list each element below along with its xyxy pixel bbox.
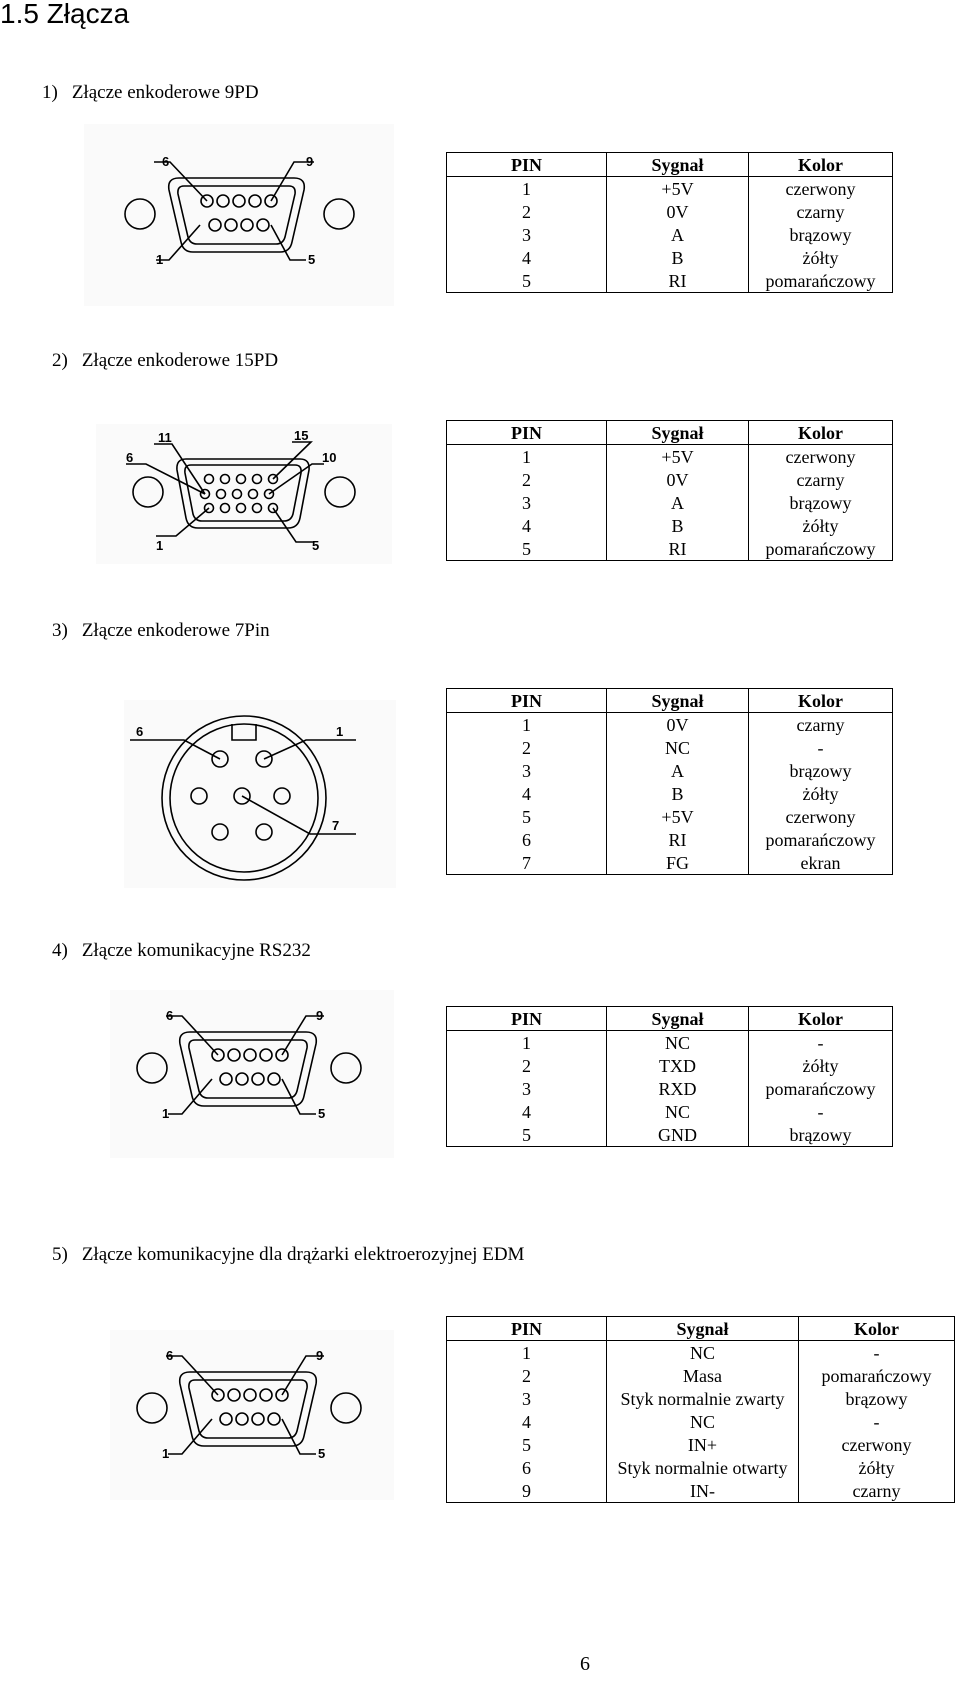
pin-label: 5 [318, 1446, 326, 1461]
section-title: Złącze enkoderowe 7Pin [81, 620, 270, 641]
table-row: 2 0V czarny [447, 468, 893, 491]
header-color: Kolor [749, 1007, 893, 1031]
header-color: Kolor [749, 689, 893, 713]
table-row: 5 GND brązowy [447, 1123, 893, 1147]
pin-label: 6 [162, 154, 170, 169]
table-row: 1 +5V czerwony [447, 445, 893, 469]
connector-diagram-db9 [110, 990, 394, 1158]
pin-label: 7 [332, 818, 340, 833]
pin-table-1 [446, 152, 893, 293]
table-row: 2 NC - [447, 736, 893, 759]
header-signal: Sygnał [607, 1007, 749, 1031]
pin-label: 9 [316, 1348, 324, 1363]
table-row: 4 NC - [447, 1100, 893, 1123]
page-number: 6 [580, 1653, 590, 1675]
pin-label: 11 [158, 430, 172, 445]
pin-label: 1 [156, 252, 164, 267]
table-row: 5 +5V czerwony [447, 805, 893, 828]
connector-diagram-db9 [110, 1330, 394, 1500]
table-row: 2 TXD żółty [447, 1054, 893, 1077]
section-number: 5) [52, 1244, 68, 1265]
header-signal: Sygnał [607, 153, 749, 177]
table-row: 9 IN- czarny [447, 1479, 955, 1503]
section-number: 1) [42, 82, 58, 103]
header-signal: Sygnał [607, 1317, 799, 1341]
connector-diagram-db15 [96, 424, 392, 564]
header-pin: PIN [447, 689, 607, 713]
table-row: 3 RXD pomarańczowy [447, 1077, 893, 1100]
header-pin: PIN [447, 421, 607, 445]
pin-label: 9 [306, 154, 314, 169]
table-row: 4 B żółty [447, 246, 893, 269]
header-signal: Sygnał [607, 421, 749, 445]
pin-label: 15 [294, 428, 309, 443]
pin-label: 10 [322, 450, 337, 465]
table-row: 5 RI pomarańczowy [447, 269, 893, 293]
pin-label: 1 [162, 1446, 170, 1461]
section-heading-4 [52, 940, 311, 962]
table-row: 4 B żółty [447, 514, 893, 537]
pin-table-4 [446, 1006, 893, 1147]
pin-label: 5 [308, 252, 316, 267]
table-row: 5 RI pomarańczowy [447, 537, 893, 561]
pin-label: 5 [312, 538, 320, 553]
pin-label: 6 [126, 450, 134, 465]
pin-label: 1 [336, 724, 344, 739]
section-number: 3) [52, 620, 68, 641]
section-heading-1 [42, 82, 259, 104]
pin-label: 6 [136, 724, 144, 739]
header-color: Kolor [749, 153, 893, 177]
connector-diagram-db9 [84, 124, 394, 306]
header-color: Kolor [749, 421, 893, 445]
table-row: 1 NC - [447, 1341, 955, 1365]
table-row: 2 Masa pomarańczowy [447, 1364, 955, 1387]
table-row: 3 A brązowy [447, 759, 893, 782]
section-number: 4) [52, 940, 68, 961]
section-heading-5 [52, 1244, 524, 1266]
table-row: 1 NC - [447, 1031, 893, 1055]
table-row: 3 A brązowy [447, 491, 893, 514]
table-row: 6 RI pomarańczowy [447, 828, 893, 851]
section-title: Złącze enkoderowe 15PD [81, 350, 279, 371]
table-row: 7 FG ekran [447, 851, 893, 875]
table-row: 1 0V czarny [447, 713, 893, 737]
table-row: 4 NC - [447, 1410, 955, 1433]
pin-table-2 [446, 420, 893, 561]
table-row: 3 Styk normalnie zwarty brązowy [447, 1387, 955, 1410]
section-title: Złącze komunikacyjne RS232 [81, 940, 311, 961]
table-row: 2 0V czarny [447, 200, 893, 223]
header-pin: PIN [447, 1317, 607, 1341]
page-title: 1.5 Złącza [0, 0, 130, 29]
header-signal: Sygnał [607, 689, 749, 713]
header-pin: PIN [447, 153, 607, 177]
section-number: 2) [52, 350, 68, 371]
pin-label: 5 [318, 1106, 326, 1121]
pin-label: 1 [162, 1106, 170, 1121]
section-heading-3 [52, 620, 270, 642]
section-heading-2 [52, 350, 278, 372]
pin-label: 6 [166, 1348, 174, 1363]
table-row: 1 +5V czerwony [447, 177, 893, 201]
table-row: 4 B żółty [447, 782, 893, 805]
pin-label: 1 [156, 538, 164, 553]
pin-label: 9 [316, 1008, 324, 1023]
header-pin: PIN [447, 1007, 607, 1031]
table-row: 3 A brązowy [447, 223, 893, 246]
section-title: Złącze komunikacyjne dla drążarki elektroerozyjnej EDM [81, 1244, 525, 1265]
connector-diagram-din7 [124, 700, 396, 888]
pin-label: 6 [166, 1008, 174, 1023]
header-color: Kolor [799, 1317, 955, 1341]
pin-table-3 [446, 688, 893, 875]
table-row: 6 Styk normalnie otwarty żółty [447, 1456, 955, 1479]
section-title: Złącze enkoderowe 9PD [71, 82, 259, 103]
table-row: 5 IN+ czerwony [447, 1433, 955, 1456]
pin-table-5 [446, 1316, 955, 1503]
